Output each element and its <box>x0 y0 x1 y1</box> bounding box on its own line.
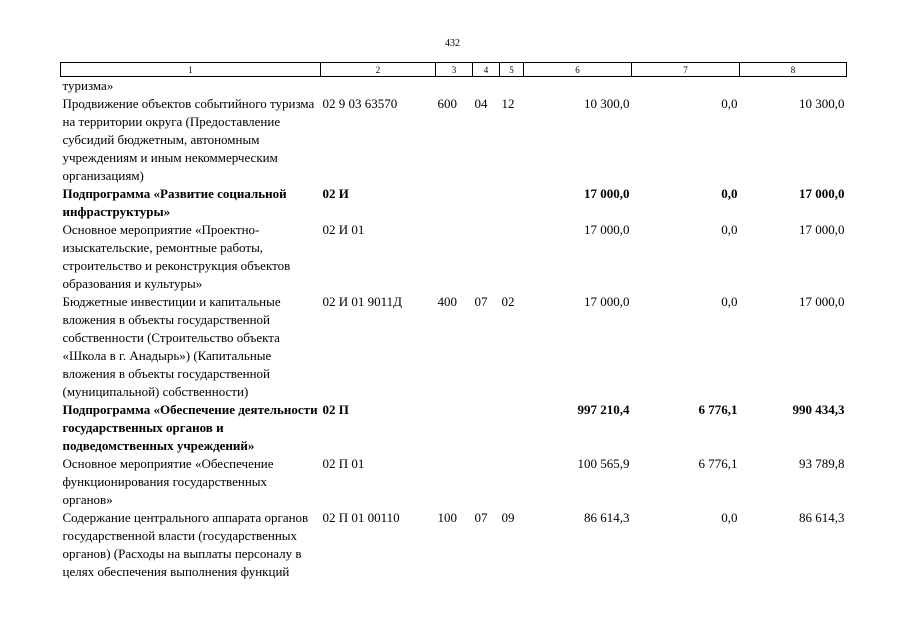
table-row <box>61 185 847 221</box>
row-col3-cell <box>436 185 473 221</box>
row-code-cell <box>321 77 436 96</box>
row-col7-cell: 0,0 <box>721 186 738 201</box>
row-code-cell: 02 И <box>322 186 349 201</box>
row-col6-cell: 17 000,0 <box>584 186 630 201</box>
row-col6-cell <box>524 77 632 96</box>
table-row <box>61 77 847 96</box>
row-name-cell: Подпрограмма «Развитие социальной инфраструктуры» <box>62 186 287 219</box>
column-header: 2 <box>321 63 436 77</box>
column-header: 6 <box>524 63 632 77</box>
table-row <box>61 509 847 581</box>
row-col3-cell: 100 <box>437 510 457 525</box>
table-header-row <box>61 63 847 77</box>
row-col8-cell: 93 789,8 <box>799 456 845 471</box>
row-col5-cell <box>500 185 524 221</box>
row-col5-cell: 12 <box>501 96 515 111</box>
row-col5-cell <box>500 77 524 96</box>
column-header: 7 <box>632 63 740 77</box>
row-name-cell: Бюджетные инвестиции и капитальные вложения в объекты государственной собственности (Строительство объекта «Школа в г. Анадырь») (Капитальные вложения в объекты государственной (муниципальной) собственности) <box>62 294 281 399</box>
row-col6-cell: 17 000,0 <box>584 294 630 309</box>
table-row <box>61 95 847 185</box>
row-name-cell: Содержание центрального аппарата органов государственной власти (государственных органов) (Расходы на выплаты персоналу в целях обеспечения выполнения функций <box>62 510 309 579</box>
column-header: 1 <box>61 63 321 77</box>
row-col4-cell: 07 <box>474 294 488 309</box>
table-row <box>61 221 847 293</box>
row-col7-cell: 0,0 <box>721 222 738 237</box>
row-col8-cell: 990 434,3 <box>792 402 845 417</box>
row-col6-cell: 997 210,4 <box>577 402 630 417</box>
row-col5-cell <box>500 455 524 509</box>
row-code-cell: 02 П <box>322 402 349 417</box>
budget-table <box>60 62 847 581</box>
column-header: 3 <box>436 63 473 77</box>
table-row <box>61 293 847 401</box>
table-row <box>61 401 847 455</box>
row-col8-cell: 10 300,0 <box>799 96 845 111</box>
row-col5-cell <box>500 221 524 293</box>
row-col8-cell <box>740 77 847 96</box>
table-body <box>61 77 847 582</box>
row-col6-cell: 10 300,0 <box>584 96 630 111</box>
row-col5-cell: 09 <box>501 510 515 525</box>
column-header: 4 <box>473 63 500 77</box>
row-col4-cell: 07 <box>474 510 488 525</box>
row-col3-cell <box>436 455 473 509</box>
row-col3-cell: 400 <box>437 294 457 309</box>
row-col3-cell <box>436 401 473 455</box>
column-header: 5 <box>500 63 524 77</box>
column-header: 8 <box>740 63 847 77</box>
row-name-cell: Основное мероприятие «Обеспечение функционирования государственных органов» <box>62 456 274 507</box>
row-col5-cell: 02 <box>501 294 515 309</box>
row-name-cell: Подпрограмма «Обеспечение деятельности государственных органов и подведомственных учреждений» <box>62 402 318 453</box>
row-col3-cell <box>436 221 473 293</box>
row-col6-cell: 17 000,0 <box>584 222 630 237</box>
row-col3-cell <box>436 77 473 96</box>
row-col7-cell: 6 776,1 <box>698 456 738 471</box>
row-col6-cell: 100 565,9 <box>577 456 630 471</box>
row-col3-cell: 600 <box>437 96 457 111</box>
row-col8-cell: 17 000,0 <box>799 186 845 201</box>
row-col8-cell: 86 614,3 <box>799 510 845 525</box>
row-col5-cell <box>500 401 524 455</box>
row-code-cell: 02 9 03 63570 <box>322 96 398 111</box>
row-col4-cell <box>473 455 500 509</box>
row-col7-cell: 0,0 <box>721 96 738 111</box>
row-code-cell: 02 П 01 <box>322 456 365 471</box>
row-col7-cell: 0,0 <box>721 294 738 309</box>
row-col4-cell <box>473 185 500 221</box>
row-col4-cell <box>473 401 500 455</box>
row-col8-cell: 17 000,0 <box>799 294 845 309</box>
row-col7-cell <box>632 77 740 96</box>
row-name-cell: Основное мероприятие «Проектно-изыскательские, ремонтные работы, строительство и реконструкция объектов образования и культуры» <box>62 222 291 291</box>
row-col4-cell <box>473 77 500 96</box>
row-col4-cell: 04 <box>474 96 488 111</box>
row-code-cell: 02 П 01 00110 <box>322 510 400 525</box>
row-name-cell: Продвижение объектов событийного туризма на территории округа (Предоставление субсидий бюджетным, автономным учреждениям и иным некоммерческим организациям) <box>62 96 315 183</box>
row-name-cell: туризма» <box>62 78 114 93</box>
row-code-cell: 02 И 01 9011Д <box>322 294 403 309</box>
table-row <box>61 455 847 509</box>
row-col6-cell: 86 614,3 <box>584 510 630 525</box>
row-col8-cell: 17 000,0 <box>799 222 845 237</box>
row-col7-cell: 6 776,1 <box>698 402 738 417</box>
page-number: 432 <box>445 38 460 49</box>
row-code-cell: 02 И 01 <box>322 222 365 237</box>
row-col7-cell: 0,0 <box>721 510 738 525</box>
row-col4-cell <box>473 221 500 293</box>
